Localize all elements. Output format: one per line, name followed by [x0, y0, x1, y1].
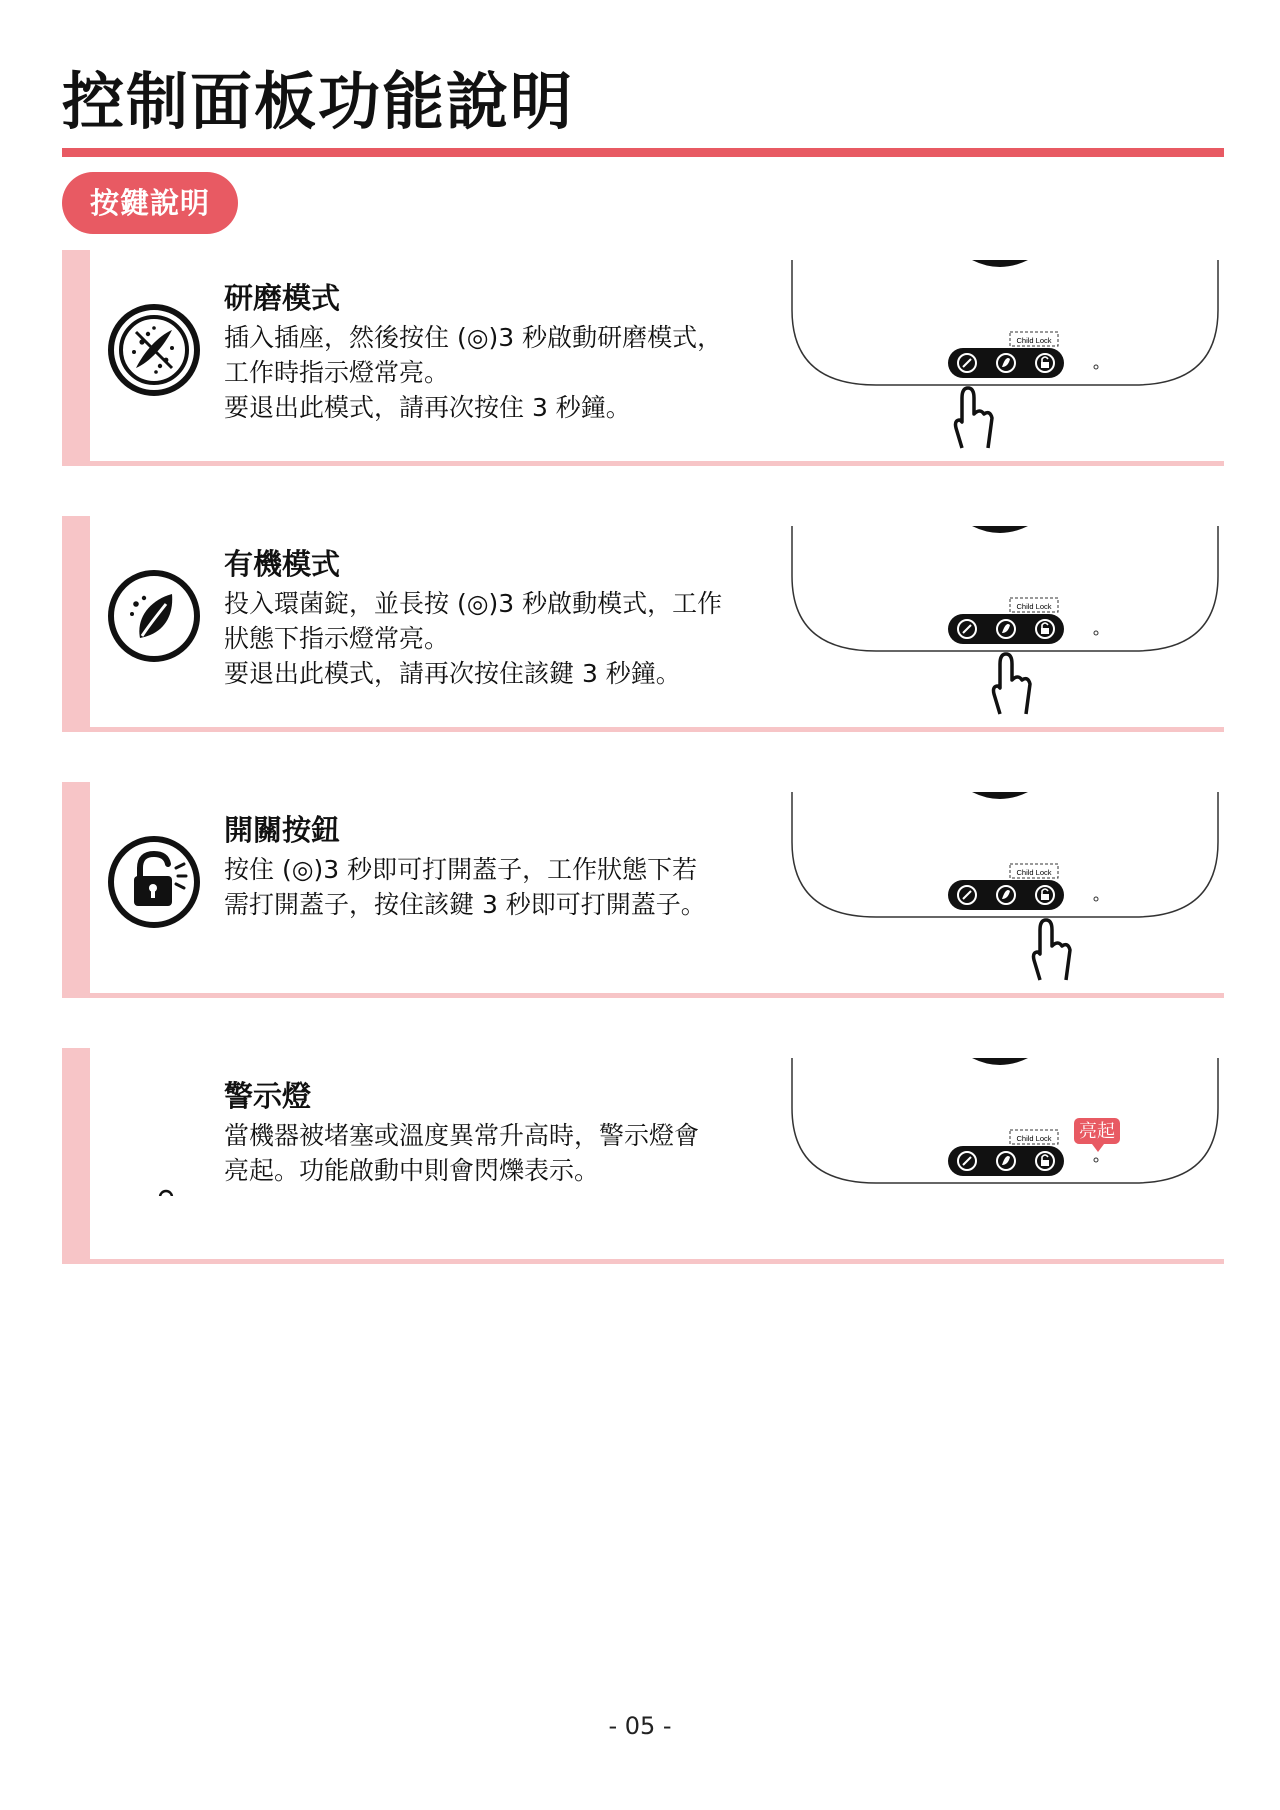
row-title: 開關按鈕	[224, 813, 341, 847]
control-panel-illustration	[786, 250, 1224, 460]
feature-row-grind	[62, 250, 1224, 466]
row-description: 插入插座，然後按住 (◎)3 秒啟動研磨模式， 工作時指示燈常亮。 要退出此模式，請再次按住 3 秒鐘。	[224, 323, 723, 422]
control-panel-illustration	[786, 1048, 1224, 1258]
control-panel-illustration	[786, 516, 1224, 726]
grind-icon	[106, 302, 202, 398]
feature-row-lock	[62, 782, 1224, 998]
row-description: 按住 (◎)3 秒即可打開蓋子，工作狀態下若 需打開蓋子，按住該鍵 3 秒即可打開蓋子。	[224, 855, 706, 919]
title-divider	[62, 148, 1224, 157]
page-number: - 05 -	[608, 1712, 672, 1740]
row-description: 投入環菌錠，並長按 (◎)3 秒啟動模式，工作 狀態下指示燈常亮。 要退出此模式，請再次按住該鍵 3 秒鐘。	[224, 589, 723, 688]
row-title: 有機模式	[224, 547, 341, 581]
row-title: 警示燈	[224, 1079, 312, 1113]
control-panel-illustration	[786, 782, 1224, 992]
feature-row-warning	[62, 1048, 1224, 1264]
row-title: 研磨模式	[224, 281, 341, 315]
row-description: 當機器被堵塞或溫度異常升高時，警示燈會 亮起。功能啟動中則會閃爍表示。	[224, 1121, 700, 1185]
row-accent-bar	[62, 516, 90, 732]
row-accent-bar	[62, 250, 90, 466]
child-lock-label: Child Lock	[1016, 868, 1052, 877]
row-accent-bar	[62, 1048, 90, 1264]
row-divider	[90, 727, 1224, 732]
row-accent-bar	[62, 782, 90, 998]
row-divider	[90, 461, 1224, 466]
child-lock-label: Child Lock	[1016, 602, 1052, 611]
feature-row-organic	[62, 516, 1224, 732]
child-lock-label: Child Lock	[1016, 336, 1052, 345]
row-divider	[90, 993, 1224, 998]
row-divider	[90, 1259, 1224, 1264]
lock-icon	[106, 834, 202, 930]
light-on-callout: 亮起	[1079, 1121, 1115, 1142]
leaf-icon	[106, 568, 202, 664]
warning-light-icon	[106, 1100, 202, 1196]
child-lock-label: Child Lock	[1016, 1134, 1052, 1143]
section-label: 按鍵說明	[62, 172, 238, 234]
page-title: 控制面板功能說明	[62, 65, 575, 138]
